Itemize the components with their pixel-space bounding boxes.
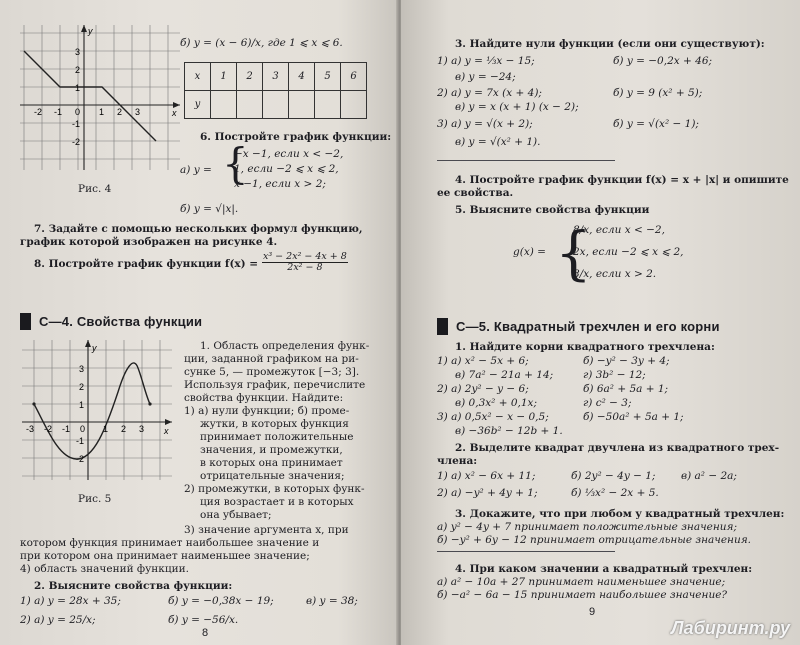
table-cell: 4 [289,63,315,91]
fig5-tick-zero: 0 [80,424,86,434]
fig4-tick-ym1: -1 [72,119,81,129]
section-marker [437,318,448,335]
fig4-tick-x2: 2 [117,107,123,117]
t4-title: 4. При каком значении a квадратный трехчлен: [455,563,753,575]
fig5-tick-xm1: -1 [62,424,71,434]
fig4-tick-xm1: -1 [54,107,63,117]
task-1-2-line: она убывает; [200,509,272,521]
t1-item: б) −y² − 3y + 4; [583,355,670,367]
table-cell [341,91,367,119]
task-6a-label: а) y = [180,164,212,176]
task-1-3-line: 3) значение аргумента x, при [184,524,349,536]
task-5-g-label: g(x) = [513,246,546,258]
task-3-item: 1) а) y = ⅓x − 15; [437,55,535,67]
fig5-tick-y1: 1 [79,400,85,410]
fig5-tick-ym2: -2 [76,454,85,464]
section-c5-title: C—5. Квадратный трехчлен и его корни [456,319,720,334]
task-3-item: б) y = 9 (x² + 5); [613,87,703,99]
fig4-tick-xm2: -2 [34,107,43,117]
task-8-numerator: x³ − 2x² − 4x + 8 [263,251,347,262]
t1-item: в) 7a² − 21a + 14; [455,369,554,381]
fig5-tick-x3: 3 [139,424,145,434]
task-7-line-1: 7. Задайте с помощью нескольких формул функцию, [34,223,363,235]
task-1-1-line: значения, и промежутки, [200,444,343,456]
task-1-line: 1. Область определения функ- [200,340,370,352]
task-3-title: 3. Найдите нули функции (если они существуют): [455,38,765,50]
fig4-tick-zero: 0 [75,107,81,117]
table-row [185,63,367,91]
task-1-line: сунке 5, — промежуток [−3; 3]. [184,366,360,378]
task-5-case-1: 8/x, если x < −2, [573,224,665,236]
t2-line-1: 2. Выделите квадрат двучлена из квадратного трех- [455,442,780,454]
task-2-item: б) y = −0,38x − 19; [168,595,274,607]
t1-item: в) −36b² − 12b + 1. [455,425,563,437]
task-1-2-line: ция возрастает и в которых [200,496,354,508]
fig5-tick-ym1: -1 [76,436,85,446]
page-number-right: 9 [589,606,596,618]
task-1-3-line: котором функция принимает наибольшее значение и [20,537,320,549]
task-6-case-3: x −1, если x > 2; [234,178,326,190]
table-cell: 1 [211,63,237,91]
divider [437,551,615,552]
fig5-tick-y3: 3 [79,364,85,374]
table-row [185,91,367,119]
t1-item: г) c² − 3; [583,397,632,409]
t4-b: б) −a² − 6a − 15 принимает наибольшее значение? [437,589,728,601]
task-1-1-line: 1) а) нули функции; б) проме- [184,405,350,417]
task-8: 8. Постройте график функции f(x) = [34,258,259,270]
t4-a: а) a² − 10a + 27 принимает наименьшее значение; [437,576,726,588]
fig5-tick-y2: 2 [79,382,85,392]
task-1-1-line: принимает положительные [200,431,354,443]
task-3-item: 2) а) y = 7x (x + 4); [437,87,542,99]
task-1-1-line: отрицательные значения; [200,470,345,482]
task-1-3-line: при котором она принимает наименьшее значение; [20,550,310,562]
fig5-y-label: y [92,343,97,353]
t3-b: б) −y² + 6y − 12 принимает отрицательные значения. [437,534,751,546]
section-marker [20,313,31,330]
fig4-tick-y2: 2 [75,65,81,75]
task-6-case-2: 1, если −2 ⩽ x ⩽ 2, [234,163,339,175]
task-6-case-1: −x −1, если x < −2, [234,148,344,160]
t1-item: 2) а) 2y² − y − 6; [437,383,529,395]
t1-item: 1) а) x² − 5x + 6; [437,355,529,367]
task-2-title: 2. Выясните свойства функции: [34,580,233,592]
table-cell [237,91,263,119]
section-c4-header [20,313,202,330]
fig4-y-label: y [88,26,93,36]
fig4-tick-x3: 3 [135,107,141,117]
task-2-item: 2) а) y = 25/x; [20,614,96,626]
table-cell: 2 [237,63,263,91]
fig5-tick-xm3: -3 [26,424,35,434]
t1-item: в) 0,3x² + 0,1x; [455,397,538,409]
figure-4-graph [20,25,180,170]
fig4-tick-y1: 1 [75,83,81,93]
fig4-tick-ym2: -2 [72,137,81,147]
task-3-item: в) y = −24; [455,71,516,83]
t2-item: в) a² − 2a; [681,470,737,482]
table-head-x: x [185,63,211,91]
page-number-left: 8 [202,627,209,639]
left-page [0,0,398,645]
task-8-fraction [262,252,348,273]
table-cell [263,91,289,119]
task-4-line-1: 4. Постройте график функции f(x) = x + |x| и опишите [455,174,789,186]
table-cell [315,91,341,119]
fig4-x-label: x [172,108,177,118]
t2-line-2: члена: [437,455,478,467]
table-cell [211,91,237,119]
task-5-case-2: 2x, если −2 ⩽ x ⩽ 2, [573,246,684,258]
task-6b: б) y = √|x|. [180,203,239,215]
task-2-item: в) y = 38; [306,595,358,607]
task-2-item: 1) а) y = 28x + 35; [20,595,121,607]
table-head-y: y [185,91,211,119]
task-b-text: б) y = (x − 6)/x, где 1 ⩽ x ⩽ 6. [180,37,343,49]
task-1-1-line: в которых она принимает [200,457,343,469]
task-1-4: 4) область значений функции. [20,563,189,575]
task-5-brace: { [555,219,592,287]
table-cell: 3 [263,63,289,91]
t1-item: г) 3b² − 12; [583,369,646,381]
task-7-line-2: график которой изображен на рисунке 4. [20,236,278,248]
t1-title: 1. Найдите корни квадратного трехчлена: [455,341,715,353]
table-cell [289,91,315,119]
figure-5-graph [22,340,172,480]
t3-a: а) y² − 4y + 7 принимает положительные значения; [437,521,738,533]
figure-4-caption: Рис. 4 [78,183,112,195]
task-4-line-2: ее свойства. [437,187,514,199]
task-3-item: в) y = x (x + 1) (x − 2); [455,101,579,113]
divider [437,160,615,161]
section-c4-title: C—4. Свойства функции [39,314,203,329]
fig5-x-label: x [164,426,169,436]
task-1-line: Используя график, перечислите [184,379,366,391]
task-1-2-line: 2) промежутки, в которых функ- [184,483,365,495]
fig5-tick-xm2: -2 [44,424,53,434]
task-3-item: б) y = −0,2x + 46; [613,55,713,67]
task-2-item: б) y = −56/x. [168,614,239,626]
watermark-logo: Лабиринт.ру [671,618,790,638]
t2-item: б) ⅓x² − 2x + 5. [571,487,659,499]
t2-item: 2) а) −y² + 4y + 1; [437,487,538,499]
values-table [184,62,367,119]
t1-item: б) −50a² + 5a + 1; [583,411,684,423]
t3-title: 3. Докажите, что при любом y квадратный трехчлен: [455,508,785,520]
figure-5-caption: Рис. 5 [78,493,112,505]
section-c5-header [437,318,720,335]
right-page [401,0,800,645]
task-3-item: в) y = √(x² + 1). [455,136,541,148]
task-6-brace: { [222,139,249,188]
t2-item: б) 2y² − 4y − 1; [571,470,656,482]
task-b-function [180,37,343,50]
fig4-tick-y3: 3 [75,47,81,57]
task-5-case-3: 8/x, если x > 2. [573,268,657,280]
fig5-tick-x1: 1 [103,424,109,434]
task-8-denominator: 2x² − 8 [287,262,323,273]
task-5-title: 5. Выясните свойства функции [455,204,650,216]
task-1-line: свойства функции. Найдите: [184,392,344,404]
t2-item: 1) а) x² − 6x + 11; [437,470,536,482]
fig4-tick-x1: 1 [99,107,105,117]
table-cell: 5 [315,63,341,91]
fig5-tick-x2: 2 [121,424,127,434]
t1-item: 3) а) 0,5x² − x − 0,5; [437,411,549,423]
task-6-title: 6. Постройте график функции: [200,131,392,143]
table-cell: 6 [341,63,367,91]
task-1-1-line: жутки, в которых функция [200,418,349,430]
task-8-frac [262,252,348,273]
t1-item: б) 6a² + 5a + 1; [583,383,669,395]
task-3-item: б) y = √(x² − 1); [613,118,699,130]
task-3-item: 3) а) y = √(x + 2); [437,118,533,130]
task-1-line: ции, заданной графиком на ри- [184,353,359,365]
